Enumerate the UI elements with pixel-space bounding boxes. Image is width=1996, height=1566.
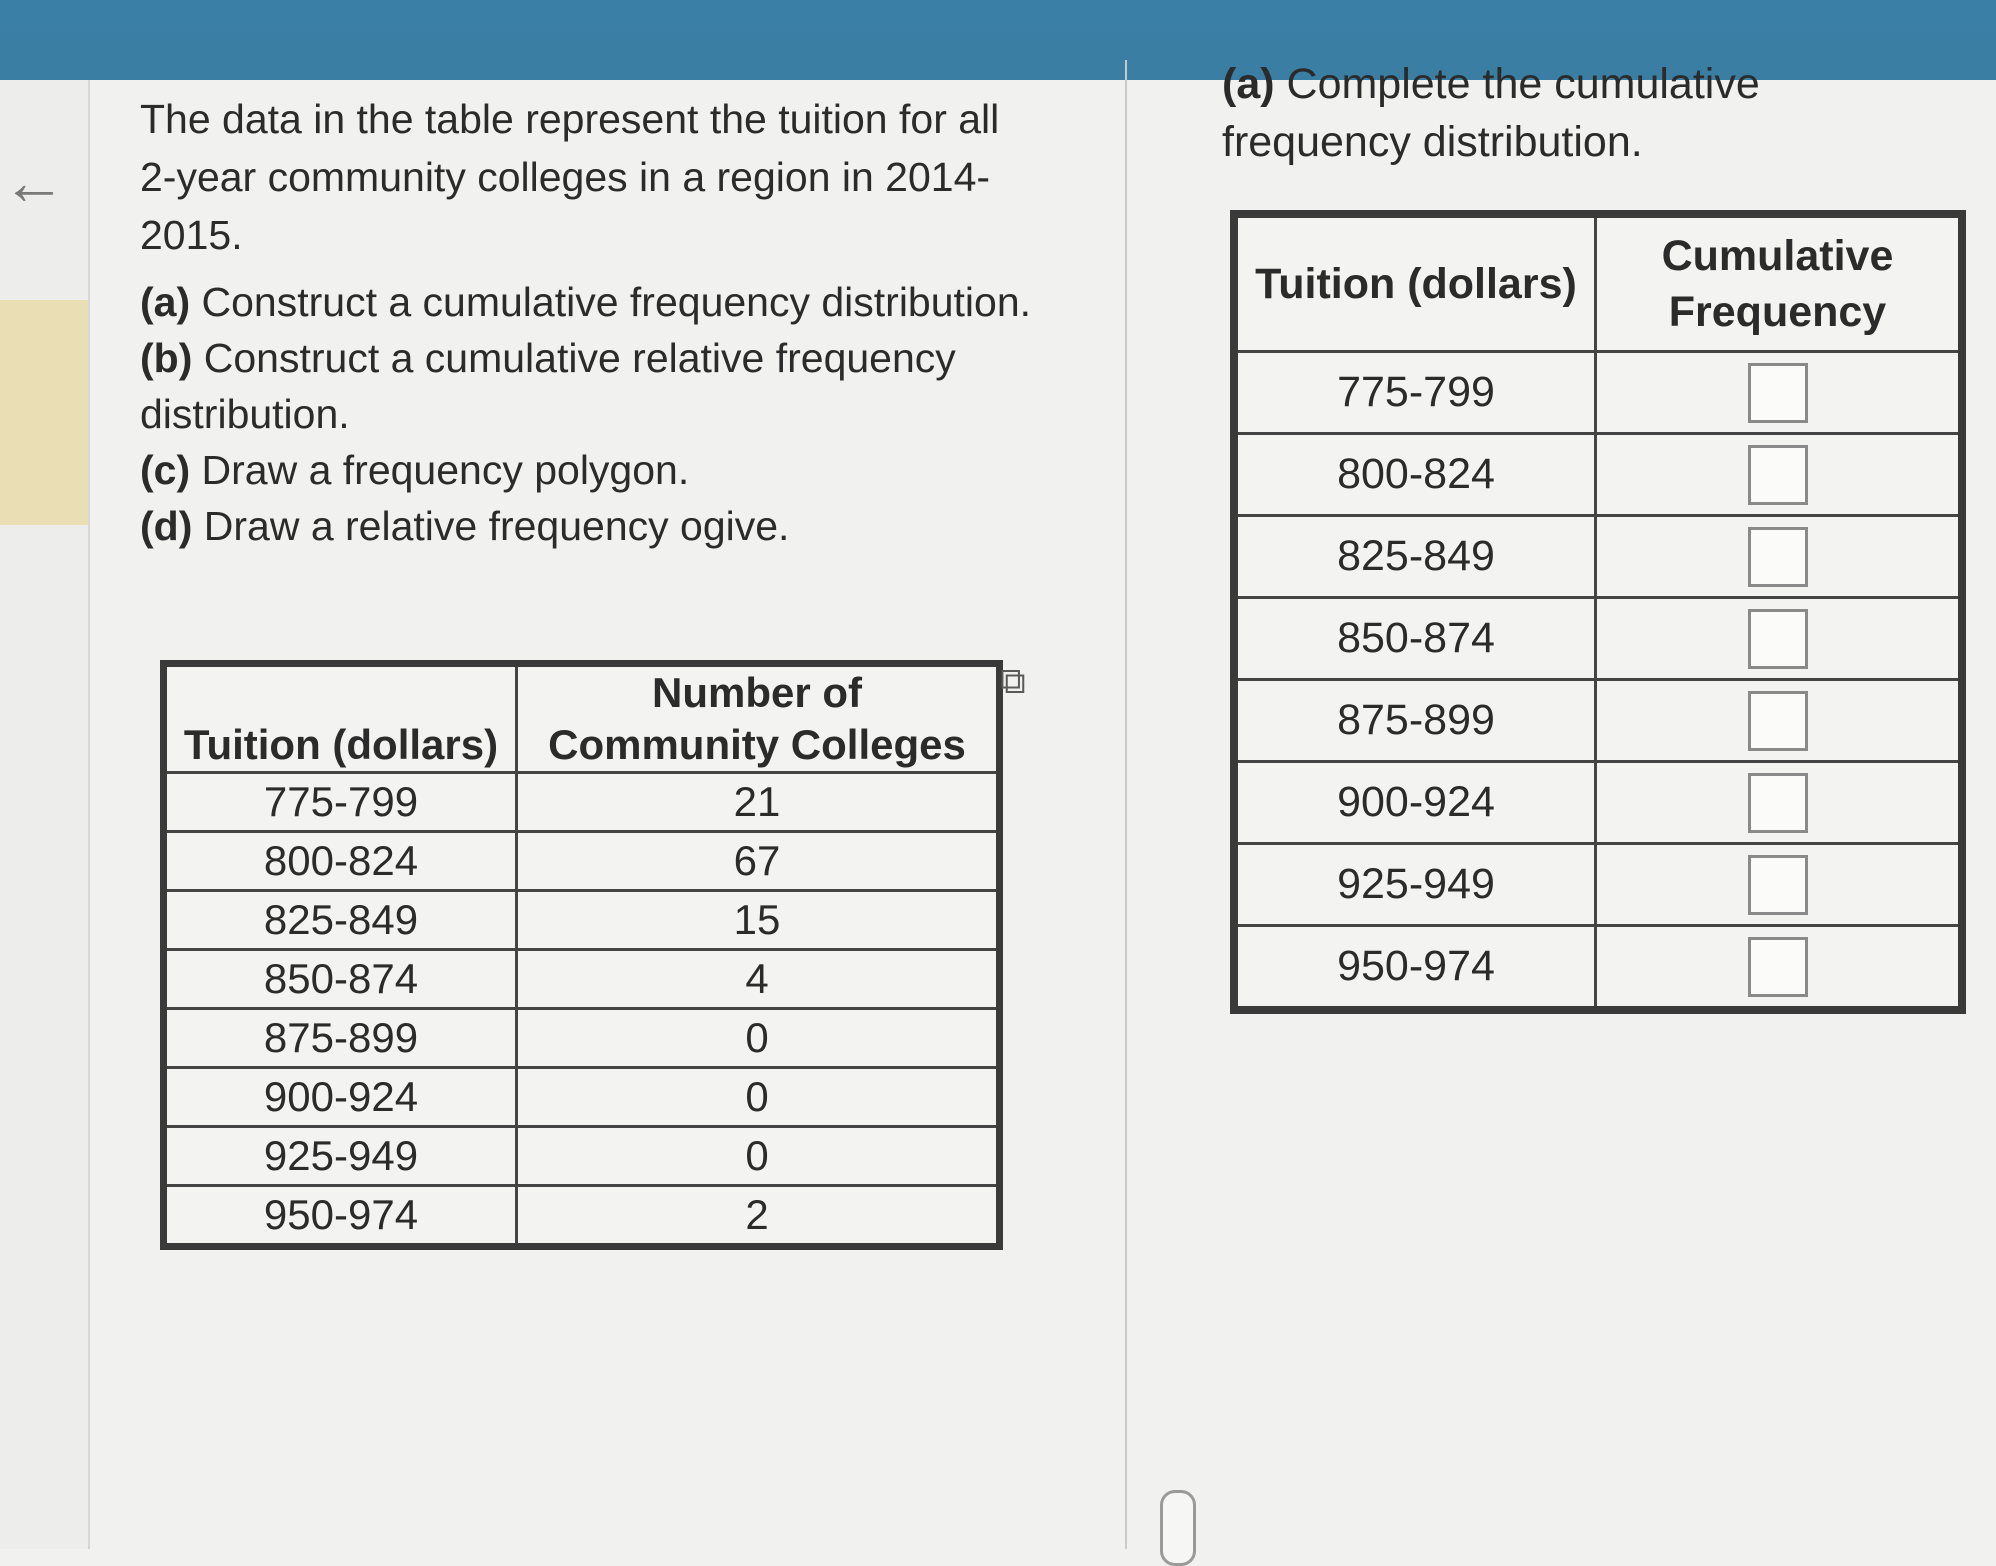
- table-row: 950-974 2: [164, 1186, 1000, 1247]
- question-tab[interactable]: [0, 300, 88, 525]
- left-rail: [0, 80, 90, 1549]
- answer-panel: [1222, 55, 1922, 171]
- table-row: 900-924 0: [164, 1068, 1000, 1127]
- divider-drag-handle[interactable]: [1160, 1490, 1196, 1566]
- answer-title: (a) Complete the cumulative frequency distribution.: [1222, 60, 1760, 166]
- expand-table-icon[interactable]: ⧉: [1000, 660, 1026, 701]
- answer-input[interactable]: [1748, 855, 1808, 915]
- answer-input[interactable]: [1748, 773, 1808, 833]
- table-row: 875-899 0: [164, 1009, 1000, 1068]
- question-part-d: (d) Draw a relative frequency ogive.: [140, 503, 790, 549]
- table-row: 775-799 21: [164, 773, 1000, 832]
- table-row: 800-824: [1234, 434, 1962, 516]
- table-row: 775-799: [1234, 352, 1962, 434]
- header-colleges: Number of Community Colleges: [517, 664, 1000, 773]
- question-part-a: (a) Construct a cumulative frequency distribution.: [140, 279, 1032, 325]
- table-row: 925-949: [1234, 844, 1962, 926]
- answer-header-tuition: Tuition (dollars): [1234, 214, 1596, 352]
- table-row: 950-974: [1234, 926, 1962, 1011]
- answer-input[interactable]: [1748, 691, 1808, 751]
- panel-divider[interactable]: [1125, 60, 1127, 1549]
- answer-header-cumulative: Cumulative Frequency: [1596, 214, 1963, 352]
- table-row: 825-849 15: [164, 891, 1000, 950]
- table-row: 850-874: [1234, 598, 1962, 680]
- question-part-b: (b) Construct a cumulative relative frequency distribution.: [140, 335, 956, 437]
- table-row: 875-899: [1234, 680, 1962, 762]
- table-row: 825-849: [1234, 516, 1962, 598]
- answer-input[interactable]: [1748, 609, 1808, 669]
- question-panel: [140, 90, 1040, 554]
- answer-input[interactable]: [1748, 363, 1808, 423]
- table-row: 925-949 0: [164, 1127, 1000, 1186]
- back-arrow-icon[interactable]: ←: [2, 146, 66, 218]
- answer-input[interactable]: [1748, 937, 1808, 997]
- table-row: 900-924: [1234, 762, 1962, 844]
- question-intro: The data in the table represent the tuition for all 2-year community colleges in a region in 2014-2015.: [140, 96, 1000, 258]
- table-row: 800-824 67: [164, 832, 1000, 891]
- tuition-data-table: [160, 660, 1003, 1250]
- question-part-c: (c) Draw a frequency polygon.: [140, 447, 690, 493]
- answer-input[interactable]: [1748, 527, 1808, 587]
- answer-input[interactable]: [1748, 445, 1808, 505]
- table-row: 850-874 4: [164, 950, 1000, 1009]
- cumulative-frequency-table: [1230, 210, 1966, 1014]
- header-tuition: Tuition (dollars): [164, 664, 517, 773]
